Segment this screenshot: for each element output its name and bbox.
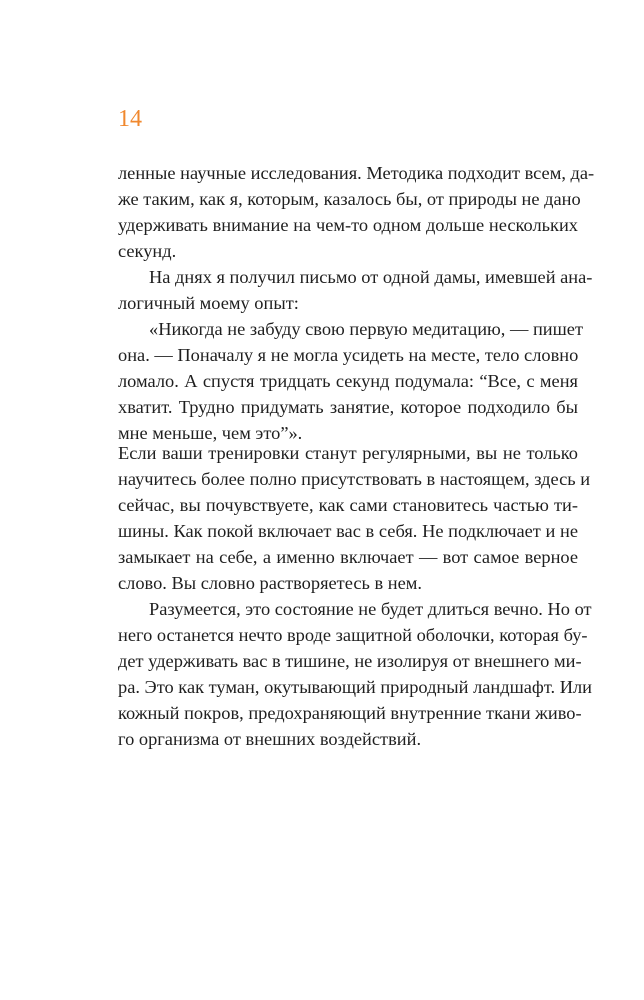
text-line: сейчас, вы почувствуете, как сами становитесь частью ти- bbox=[118, 495, 578, 515]
text-line: ленные научные исследования. Методика подходит всем, да- bbox=[118, 163, 595, 183]
text-line: удерживать внимание на чем-то одном дольше нескольких bbox=[118, 215, 578, 235]
text-line: ра. Это как туман, окутывающий природный ландшафт. Или bbox=[118, 677, 592, 697]
text-block-1 bbox=[118, 160, 595, 446]
text-line: логичный моему опыт: bbox=[118, 293, 299, 313]
text-line: «Никогда не забуду свою первую медитацию, — пишет bbox=[149, 319, 584, 339]
text-line: На днях я получил письмо от одной дамы, имевшей ана- bbox=[149, 267, 593, 287]
text-line: она. — Поначалу я не могла усидеть на месте, тело словно bbox=[118, 345, 579, 365]
text-line: шины. Как покой включает вас в себя. Не подключает и не bbox=[118, 521, 578, 541]
text-line: Если ваши тренировки станут регулярными, вы не только bbox=[118, 443, 578, 463]
text-line: научитесь более полно присутствовать в настоящем, здесь и bbox=[118, 469, 591, 489]
text-line: замыкает на себе, а именно включает — вот самое верное bbox=[118, 547, 578, 567]
text-line: хватит. Трудно придумать занятие, которое подходило бы bbox=[118, 397, 578, 417]
page-number: 14 bbox=[118, 106, 142, 132]
text-line: Разумеется, это состояние не будет длиться вечно. Но от bbox=[149, 599, 592, 619]
text-line: мне меньше, чем это”». bbox=[118, 423, 303, 443]
text-line: го организма от внешних воздействий. bbox=[118, 729, 422, 749]
text-block-2 bbox=[118, 440, 592, 752]
text-line: него останется нечто вроде защитной оболочки, которая бу- bbox=[118, 625, 588, 645]
text-line: слово. Вы словно растворяетесь в нем. bbox=[118, 573, 423, 593]
text-line: ломало. А спустя тридцать секунд подумала: “Все, с меня bbox=[118, 371, 578, 391]
text-line: же таким, как я, которым, казалось бы, от природы не дано bbox=[118, 189, 581, 209]
text-line: секунд. bbox=[118, 241, 177, 261]
text-line: дет удерживать вас в тишине, не изолируя от внешнего ми- bbox=[118, 651, 582, 671]
text-line: кожный покров, предохраняющий внутренние ткани живо- bbox=[118, 703, 582, 723]
